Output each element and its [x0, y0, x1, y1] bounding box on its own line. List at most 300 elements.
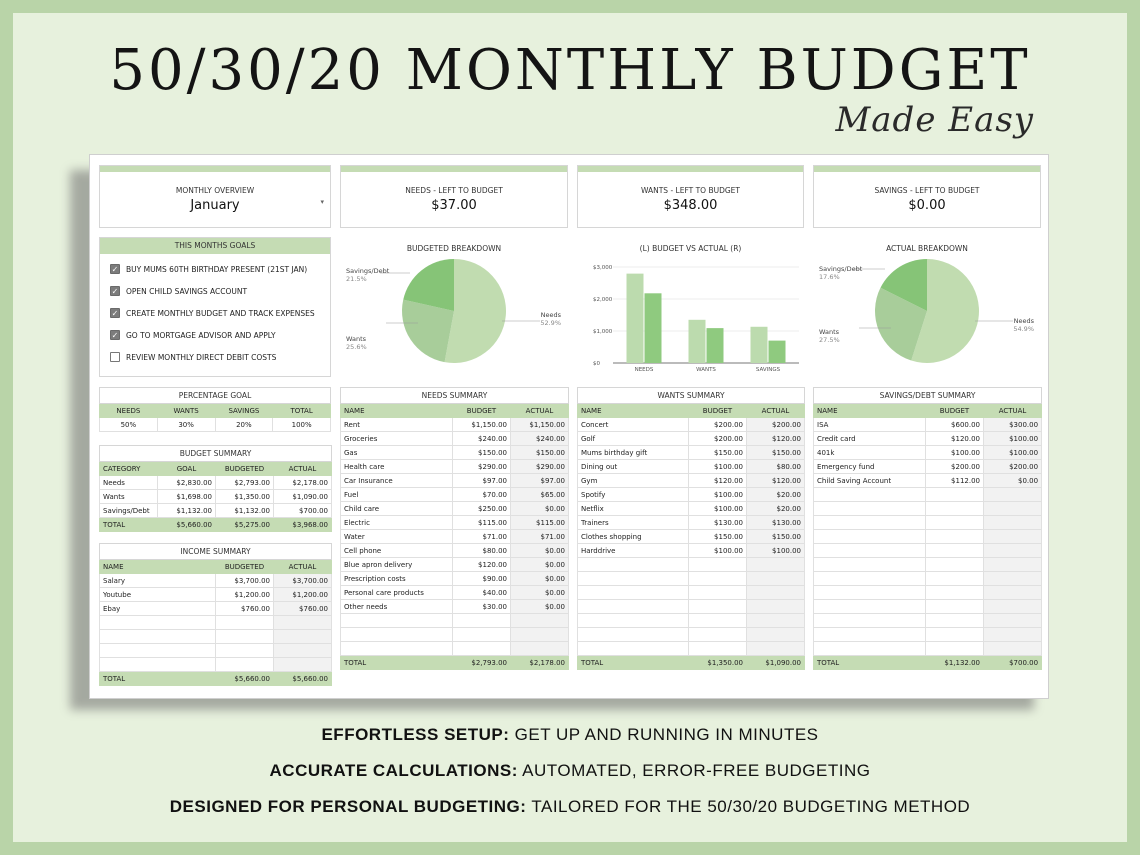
table-cell[interactable] [747, 642, 805, 656]
table-row[interactable] [578, 418, 805, 432]
table-row[interactable] [100, 602, 332, 616]
table-row[interactable] [341, 418, 569, 432]
monthly-overview-card[interactable] [99, 165, 331, 228]
table-cell[interactable]: $1,150.00 [453, 418, 511, 432]
table-cell[interactable]: 50% [100, 418, 158, 432]
table-cell[interactable]: 401k [814, 446, 926, 460]
table-cell[interactable]: Golf [578, 432, 689, 446]
table-cell[interactable] [453, 614, 511, 628]
table-cell[interactable] [747, 558, 805, 572]
table-cell[interactable]: 20% [215, 418, 273, 432]
table-cell[interactable] [689, 642, 747, 656]
table-row[interactable] [814, 446, 1042, 460]
table-cell[interactable]: Salary [100, 574, 216, 588]
table-cell[interactable] [814, 586, 926, 600]
y-tick-label: $0 [593, 361, 600, 367]
y-tick-label: $1,000 [593, 329, 613, 335]
table-cell[interactable] [747, 572, 805, 586]
table-cell[interactable] [814, 530, 926, 544]
table-cell[interactable]: $1,132.00 [216, 504, 274, 518]
table-cell[interactable] [511, 628, 569, 642]
table-cell[interactable]: $0.00 [511, 600, 569, 614]
total-cell: TOTAL [578, 656, 689, 670]
table-row[interactable] [341, 446, 569, 460]
table-row[interactable] [341, 488, 569, 502]
table-cell[interactable]: $100.00 [926, 446, 984, 460]
table-cell[interactable] [926, 586, 984, 600]
table-row-empty[interactable] [814, 544, 1042, 558]
table-cell[interactable]: $71.00 [511, 530, 569, 544]
table-cell[interactable] [747, 614, 805, 628]
table-cell[interactable] [926, 628, 984, 642]
table-row-empty[interactable] [100, 644, 332, 658]
wants-left-card [577, 165, 804, 228]
table-title: PERCENTAGE GOAL [100, 388, 331, 404]
table-cell[interactable]: Fuel [341, 488, 453, 502]
table-cell[interactable]: $2,178.00 [274, 476, 332, 490]
table-cell[interactable]: Car Insurance [341, 474, 453, 488]
table-cell[interactable]: $200.00 [984, 460, 1042, 474]
table-cell[interactable] [274, 658, 332, 672]
table-cell[interactable]: $20.00 [747, 488, 805, 502]
goal-item[interactable] [100, 258, 330, 280]
table-cell[interactable] [578, 572, 689, 586]
col-header: ACTUAL [984, 404, 1042, 418]
table-cell[interactable]: Youtube [100, 588, 216, 602]
table-row[interactable] [100, 588, 332, 602]
table-row-empty[interactable] [814, 586, 1042, 600]
table-cell[interactable]: Prescription costs [341, 572, 453, 586]
table-cell[interactable]: Personal care products [341, 586, 453, 600]
table-row-empty[interactable] [341, 628, 569, 642]
table-cell[interactable] [926, 558, 984, 572]
table-row-empty[interactable] [814, 600, 1042, 614]
total-cell: $2,793.00 [453, 656, 511, 670]
table-cell[interactable]: $120.00 [747, 474, 805, 488]
table-cell[interactable]: Groceries [341, 432, 453, 446]
table-cell[interactable]: Cell phone [341, 544, 453, 558]
table-cell[interactable]: $40.00 [453, 586, 511, 600]
feature-bold: DESIGNED FOR PERSONAL BUDGETING: [169, 797, 527, 816]
table-cell[interactable] [578, 614, 689, 628]
table-cell[interactable] [814, 600, 926, 614]
table-cell[interactable]: $150.00 [747, 446, 805, 460]
table-cell[interactable] [814, 544, 926, 558]
table-cell[interactable] [926, 642, 984, 656]
table-cell[interactable]: $70.00 [453, 488, 511, 502]
table-cell[interactable] [984, 572, 1042, 586]
table-cell[interactable] [274, 644, 332, 658]
wants-summary-table [577, 387, 805, 670]
table-cell[interactable] [814, 614, 926, 628]
table-cell[interactable]: $600.00 [926, 418, 984, 432]
table-cell[interactable] [274, 616, 332, 630]
table-cell[interactable]: Electric [341, 516, 453, 530]
feature-line-3 [0, 797, 1140, 817]
table-row-empty[interactable] [814, 558, 1042, 572]
table-cell[interactable]: $100.00 [747, 544, 805, 558]
table-row-empty[interactable] [341, 614, 569, 628]
table-cell[interactable]: $2,793.00 [216, 476, 274, 490]
table-row[interactable] [341, 432, 569, 446]
feature-line-2 [0, 761, 1140, 781]
table-row[interactable] [578, 446, 805, 460]
caret-down-icon[interactable]: ▾ [320, 198, 324, 206]
table-cell[interactable]: $71.00 [453, 530, 511, 544]
table-cell[interactable] [274, 630, 332, 644]
table-cell[interactable] [578, 600, 689, 614]
table-row-empty[interactable] [578, 572, 805, 586]
pie-pct-savings: 21.5% [346, 275, 367, 283]
table-cell[interactable]: 30% [157, 418, 215, 432]
table-cell[interactable] [453, 628, 511, 642]
table-row-empty[interactable] [578, 600, 805, 614]
table-cell[interactable]: $1,200.00 [274, 588, 332, 602]
table-cell[interactable] [689, 572, 747, 586]
table-cell[interactable]: Blue apron delivery [341, 558, 453, 572]
table-row-empty[interactable] [578, 642, 805, 656]
table-row-empty[interactable] [578, 586, 805, 600]
table-cell[interactable] [511, 614, 569, 628]
table-cell[interactable] [814, 502, 926, 516]
table-cell[interactable]: $150.00 [689, 446, 747, 460]
table-cell[interactable] [984, 558, 1042, 572]
table-cell[interactable]: $100.00 [689, 544, 747, 558]
table-title: INCOME SUMMARY [100, 544, 332, 560]
table-row-empty[interactable] [814, 502, 1042, 516]
table-cell[interactable]: $760.00 [274, 602, 332, 616]
table-row[interactable] [578, 474, 805, 488]
table-cell[interactable]: $290.00 [511, 460, 569, 474]
kpi-label: NEEDS - LEFT TO BUDGET [405, 186, 503, 195]
table-cell[interactable] [814, 642, 926, 656]
table-cell[interactable]: Trainers [578, 516, 689, 530]
table-row[interactable] [341, 558, 569, 572]
table-cell[interactable]: Water [341, 530, 453, 544]
table-cell[interactable] [926, 544, 984, 558]
goal-item[interactable] [100, 302, 330, 324]
table-cell[interactable] [984, 530, 1042, 544]
bar-actual-wants [707, 328, 724, 363]
table-cell[interactable]: $3,700.00 [216, 574, 274, 588]
table-cell[interactable]: $0.00 [511, 572, 569, 586]
table-cell[interactable] [984, 586, 1042, 600]
table-row[interactable] [814, 432, 1042, 446]
table-cell[interactable]: ISA [814, 418, 926, 432]
savings-left-card [813, 165, 1041, 228]
table-cell[interactable]: $1,132.00 [158, 504, 216, 518]
month-select-value[interactable]: January [190, 198, 240, 213]
checkbox-unchecked-icon[interactable] [110, 352, 120, 362]
table-row[interactable] [341, 572, 569, 586]
total-cell: TOTAL [100, 518, 158, 532]
checkbox-checked-icon[interactable]: ✓ [111, 331, 119, 340]
table-row-empty[interactable] [578, 558, 805, 572]
table-cell[interactable] [814, 572, 926, 586]
table-cell[interactable] [926, 502, 984, 516]
col-header: BUDGETED [216, 560, 274, 574]
goal-item[interactable] [100, 324, 330, 346]
table-row[interactable] [578, 502, 805, 516]
table-cell[interactable] [984, 544, 1042, 558]
checkbox-checked-icon[interactable]: ✓ [111, 265, 119, 274]
table-cell[interactable] [511, 642, 569, 656]
table-cell[interactable] [216, 616, 274, 630]
table-cell[interactable]: Dining out [578, 460, 689, 474]
table-row[interactable] [341, 530, 569, 544]
table-cell[interactable]: $3,700.00 [274, 574, 332, 588]
table-cell[interactable]: $200.00 [926, 460, 984, 474]
page-title: 50/30/20 MONTHLY BUDGET [109, 38, 1031, 103]
table-cell[interactable]: $100.00 [984, 432, 1042, 446]
pie-label-needs: Needs [1013, 317, 1034, 325]
table-cell[interactable] [926, 600, 984, 614]
table-cell[interactable]: $115.00 [453, 516, 511, 530]
table-cell[interactable] [100, 630, 216, 644]
table-cell[interactable] [689, 628, 747, 642]
table-row-empty[interactable] [814, 628, 1042, 642]
total-cell: $700.00 [984, 656, 1042, 670]
table-row-empty[interactable] [814, 642, 1042, 656]
table-cell[interactable]: $120.00 [926, 432, 984, 446]
table-cell[interactable] [814, 628, 926, 642]
table-cell[interactable] [689, 614, 747, 628]
table-cell[interactable]: $1,090.00 [274, 490, 332, 504]
table-row[interactable] [341, 474, 569, 488]
table-cell[interactable]: Rent [341, 418, 453, 432]
table-cell[interactable]: $200.00 [689, 418, 747, 432]
table-row-empty[interactable] [100, 630, 332, 644]
table-cell[interactable] [100, 658, 216, 672]
table-cell[interactable]: $150.00 [689, 530, 747, 544]
table-cell[interactable]: $100.00 [689, 488, 747, 502]
table-cell[interactable] [984, 488, 1042, 502]
table-cell[interactable]: $1,150.00 [511, 418, 569, 432]
table-row[interactable] [814, 418, 1042, 432]
table-cell[interactable] [984, 600, 1042, 614]
goal-item[interactable] [100, 346, 330, 368]
table-row-empty[interactable] [578, 614, 805, 628]
table-cell[interactable] [578, 558, 689, 572]
table-cell[interactable] [341, 614, 453, 628]
table-cell[interactable]: $200.00 [747, 418, 805, 432]
table-cell[interactable] [747, 600, 805, 614]
table-cell[interactable] [216, 658, 274, 672]
table-cell[interactable]: $700.00 [274, 504, 332, 518]
table-cell[interactable] [926, 530, 984, 544]
bar-budget-wants [689, 320, 706, 363]
table-cell[interactable]: Savings/Debt [100, 504, 158, 518]
table-cell[interactable]: Child Saving Account [814, 474, 926, 488]
table-cell[interactable] [100, 616, 216, 630]
table-cell[interactable] [578, 642, 689, 656]
table-cell[interactable]: $150.00 [453, 446, 511, 460]
table-cell[interactable]: $0.00 [511, 558, 569, 572]
table-cell[interactable]: $30.00 [453, 600, 511, 614]
table-row[interactable] [100, 574, 332, 588]
table-row-empty[interactable] [100, 616, 332, 630]
table-row-empty[interactable] [578, 628, 805, 642]
kpi-label: WANTS - LEFT TO BUDGET [640, 186, 741, 195]
table-cell[interactable]: $97.00 [453, 474, 511, 488]
kpi-value: $37.00 [431, 198, 477, 213]
table-cell[interactable]: $100.00 [689, 502, 747, 516]
table-cell[interactable] [216, 630, 274, 644]
table-cell[interactable]: Child care [341, 502, 453, 516]
bar-chart-title: (L) BUDGET VS ACTUAL (R) [639, 244, 742, 253]
table-cell[interactable]: $1,200.00 [216, 588, 274, 602]
table-cell[interactable]: $200.00 [689, 432, 747, 446]
table-row[interactable] [578, 488, 805, 502]
col-header: NAME [341, 404, 453, 418]
table-cell[interactable] [747, 586, 805, 600]
table-cell[interactable]: $0.00 [511, 544, 569, 558]
table-cell[interactable] [814, 488, 926, 502]
table-cell[interactable] [453, 642, 511, 656]
table-row[interactable] [578, 460, 805, 474]
table-row[interactable] [578, 516, 805, 530]
table-cell[interactable] [814, 516, 926, 530]
table-row[interactable] [814, 460, 1042, 474]
total-cell: $5,275.00 [216, 518, 274, 532]
table-cell[interactable]: Clothes shopping [578, 530, 689, 544]
table-row-empty[interactable] [814, 614, 1042, 628]
table-cell[interactable]: Gym [578, 474, 689, 488]
table-row[interactable] [341, 516, 569, 530]
table-cell[interactable]: $760.00 [216, 602, 274, 616]
table-cell[interactable]: $150.00 [511, 446, 569, 460]
table-cell[interactable]: $130.00 [689, 516, 747, 530]
table-cell[interactable]: $20.00 [747, 502, 805, 516]
table-cell[interactable] [984, 516, 1042, 530]
table-cell[interactable] [578, 586, 689, 600]
table-cell[interactable]: $100.00 [689, 460, 747, 474]
table-row[interactable] [578, 432, 805, 446]
table-cell[interactable]: $97.00 [511, 474, 569, 488]
table-row[interactable] [341, 502, 569, 516]
table-cell[interactable] [689, 586, 747, 600]
table-cell[interactable] [926, 488, 984, 502]
bar-actual-savings [769, 341, 786, 363]
table-cell[interactable]: $90.00 [453, 572, 511, 586]
table-cell[interactable] [984, 628, 1042, 642]
table-cell[interactable] [341, 642, 453, 656]
table-cell[interactable]: $80.00 [747, 460, 805, 474]
table-cell[interactable] [578, 628, 689, 642]
table-cell[interactable] [926, 614, 984, 628]
table-cell[interactable] [216, 644, 274, 658]
table-title: NEEDS SUMMARY [341, 388, 569, 404]
table-cell[interactable] [341, 628, 453, 642]
table-row-empty[interactable] [814, 516, 1042, 530]
table-cell[interactable]: $1,698.00 [158, 490, 216, 504]
table-cell[interactable]: Ebay [100, 602, 216, 616]
table-cell[interactable]: $100.00 [984, 446, 1042, 460]
table-cell[interactable] [100, 644, 216, 658]
table-cell[interactable]: $0.00 [511, 502, 569, 516]
table-cell[interactable]: $290.00 [453, 460, 511, 474]
y-tick-label: $3,000 [593, 265, 613, 271]
col-header: BUDGET [926, 404, 984, 418]
kpi-label: SAVINGS - LEFT TO BUDGET [874, 186, 980, 195]
table-cell[interactable]: $0.00 [511, 586, 569, 600]
table-cell[interactable]: $80.00 [453, 544, 511, 558]
table-cell[interactable]: $120.00 [689, 474, 747, 488]
table-cell[interactable] [747, 628, 805, 642]
feature-text: AUTOMATED, ERROR-FREE BUDGETING [517, 761, 871, 780]
kpi-value: $0.00 [908, 198, 946, 213]
table-cell[interactable]: $0.00 [984, 474, 1042, 488]
table-row[interactable] [578, 530, 805, 544]
table-cell[interactable]: $2,830.00 [158, 476, 216, 490]
table-cell[interactable]: $120.00 [747, 432, 805, 446]
table-cell[interactable] [689, 600, 747, 614]
table-row-empty[interactable] [341, 642, 569, 656]
table-cell[interactable]: $240.00 [511, 432, 569, 446]
table-cell[interactable]: $112.00 [926, 474, 984, 488]
table-cell[interactable]: $150.00 [747, 530, 805, 544]
table-cell[interactable]: Health care [341, 460, 453, 474]
table-row[interactable] [100, 490, 332, 504]
table-cell[interactable]: $250.00 [453, 502, 511, 516]
table-cell[interactable]: Concert [578, 418, 689, 432]
table-cell[interactable] [814, 558, 926, 572]
table-cell[interactable]: $130.00 [747, 516, 805, 530]
table-cell[interactable]: Netflix [578, 502, 689, 516]
table-title: SAVINGS/DEBT SUMMARY [814, 388, 1042, 404]
table-cell[interactable] [984, 614, 1042, 628]
table-row[interactable] [341, 586, 569, 600]
table-row[interactable] [814, 474, 1042, 488]
table-cell[interactable] [926, 516, 984, 530]
table-cell[interactable] [689, 558, 747, 572]
table-row[interactable] [341, 544, 569, 558]
col-header: ACTUAL [274, 560, 332, 574]
table-cell[interactable]: Emergency fund [814, 460, 926, 474]
table-cell[interactable]: $300.00 [984, 418, 1042, 432]
table-cell[interactable] [926, 572, 984, 586]
table-cell[interactable]: Harddrive [578, 544, 689, 558]
table-row-empty[interactable] [814, 530, 1042, 544]
card-accent-bar [578, 166, 803, 172]
table-cell[interactable]: Gas [341, 446, 453, 460]
table-row[interactable] [100, 476, 332, 490]
table-cell[interactable]: Other needs [341, 600, 453, 614]
table-cell[interactable]: $115.00 [511, 516, 569, 530]
checkbox-checked-icon[interactable]: ✓ [111, 287, 119, 296]
table-row-empty[interactable] [814, 572, 1042, 586]
table-cell[interactable]: $120.00 [453, 558, 511, 572]
table-row[interactable] [100, 504, 332, 518]
table-cell[interactable]: $65.00 [511, 488, 569, 502]
table-cell[interactable] [984, 642, 1042, 656]
table-cell[interactable] [984, 502, 1042, 516]
table-cell[interactable]: $240.00 [453, 432, 511, 446]
table-row-empty[interactable] [100, 658, 332, 672]
table-cell[interactable]: $1,350.00 [216, 490, 274, 504]
table-row[interactable] [341, 600, 569, 614]
goal-item[interactable] [100, 280, 330, 302]
table-row-empty[interactable] [814, 488, 1042, 502]
table-cell[interactable]: Spotify [578, 488, 689, 502]
table-cell[interactable]: Wants [100, 490, 158, 504]
table-row[interactable] [341, 460, 569, 474]
table-row[interactable] [578, 544, 805, 558]
table-cell[interactable]: Credit card [814, 432, 926, 446]
checkbox-checked-icon[interactable]: ✓ [111, 309, 119, 318]
table-cell[interactable]: Needs [100, 476, 158, 490]
table-cell[interactable]: Mums birthday gift [578, 446, 689, 460]
